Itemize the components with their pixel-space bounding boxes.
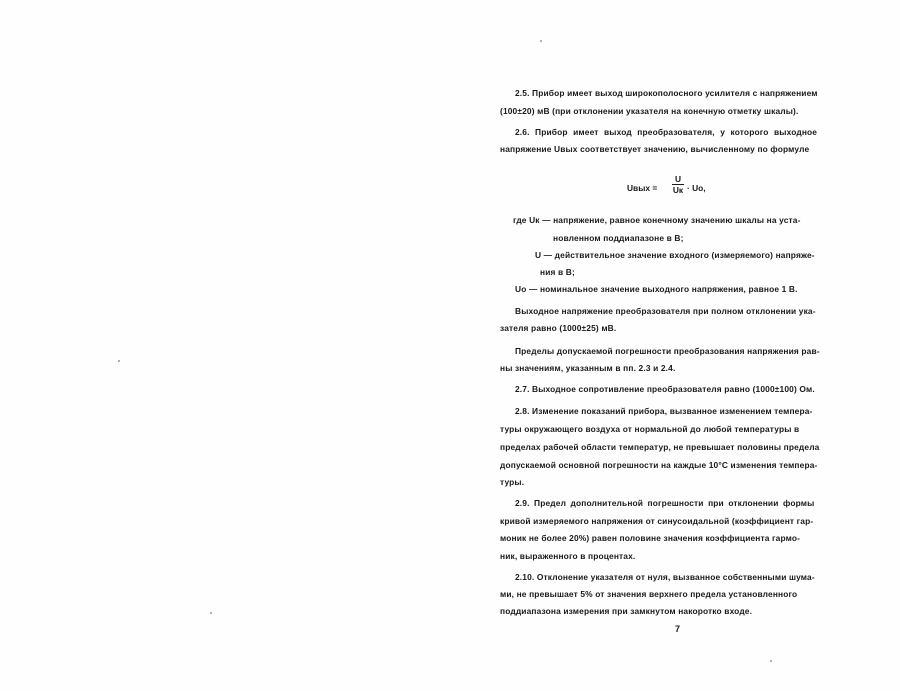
paragraph-2-7-line-1: 2.7. Выходное сопротивление преобразователя равно (1000±100) Ом.	[515, 384, 815, 394]
paragraph-2-8-line-1: 2.8. Изменение показаний прибора, вызванное изменением темпера-	[515, 406, 813, 416]
paragraph-2-10-line-1: 2.10. Отклонение указателя от нуля, вызванное собственными шума-	[515, 572, 815, 582]
where-line-3: U — действительное значение входного (измеряемого) напряже-	[535, 250, 815, 260]
scan-speck	[540, 40, 542, 42]
paragraph-2-9-line-2: кривой измеряемого напряжения от синусоидальной (коэффициент гар-	[500, 516, 814, 526]
formula-fraction	[671, 174, 685, 195]
where-line-1: где Uк — напряжение, равное конечному значению шкалы на уста-	[513, 215, 801, 225]
paragraph-2-6-line-2: напряжение Uвых соответствует значению, вычисленному по формуле	[500, 144, 810, 154]
paragraph-2-9-line-1: 2.9. Предел дополнительной погрешности при отклонении формы	[515, 498, 815, 508]
where-line-2: новленном поддиапазоне в В;	[553, 233, 684, 243]
limits-line-1: Пределы допускаемой погрешности преобразования напряжения рав-	[515, 346, 820, 356]
output-voltage-line-1: Выходное напряжение преобразователя при полном отклонении ука-	[515, 306, 816, 316]
formula-lhs: Uвых =	[627, 183, 658, 193]
paragraph-2-6-line-1: 2.6. Прибор имеет выход преобразователя, у которого выходное	[515, 127, 818, 137]
paragraph-2-10-line-3: поддиапазона измерения при замкнутом накоротко входе.	[500, 606, 753, 616]
scan-speck	[210, 612, 212, 614]
paragraph-2-8-line-4: допускаемой основной погрешности на каждые 10°С изменения темпера-	[500, 460, 818, 470]
output-voltage-line-2: зателя равно (1000±25) мВ.	[500, 323, 617, 333]
paragraph-2-9-line-3: моник не более 20%) равен половине значения коэффициента гармо-	[500, 533, 801, 543]
scan-speck	[118, 360, 120, 362]
paragraph-2-10-line-2: ми, не превышает 5% от значения верхнего предела установленного	[500, 589, 798, 599]
paragraph-2-5-line-1: 2.5. Прибор имеет выход широкополосного усилителя с напряжением	[515, 88, 818, 98]
paragraph-2-5-line-2: (100±20) мВ (при отклонении указателя на конечную отметку шкалы).	[500, 106, 799, 116]
paragraph-2-8-line-5: туры.	[500, 477, 525, 487]
page-number: 7	[675, 624, 681, 634]
formula-numerator: U	[674, 174, 682, 184]
limits-line-2: ны значениям, указанным в пп. 2.3 и 2.4.	[500, 363, 676, 373]
paragraph-2-9-line-4: ник, выраженного в процентах.	[500, 551, 636, 561]
where-line-5: Uо — номинальное значение выходного напряжения, равное 1 В.	[515, 284, 798, 294]
where-line-4: ния в В;	[540, 267, 575, 277]
formula-denominator: Uк	[672, 185, 684, 195]
scan-speck	[770, 660, 772, 662]
paragraph-2-8-line-3: пределах рабочей области температур, не превышает половины предела	[500, 442, 820, 452]
formula-rhs: · Uо,	[687, 183, 706, 193]
paragraph-2-8-line-2: туры окружающего воздуха от нормальной до любой температуры в	[500, 424, 800, 434]
